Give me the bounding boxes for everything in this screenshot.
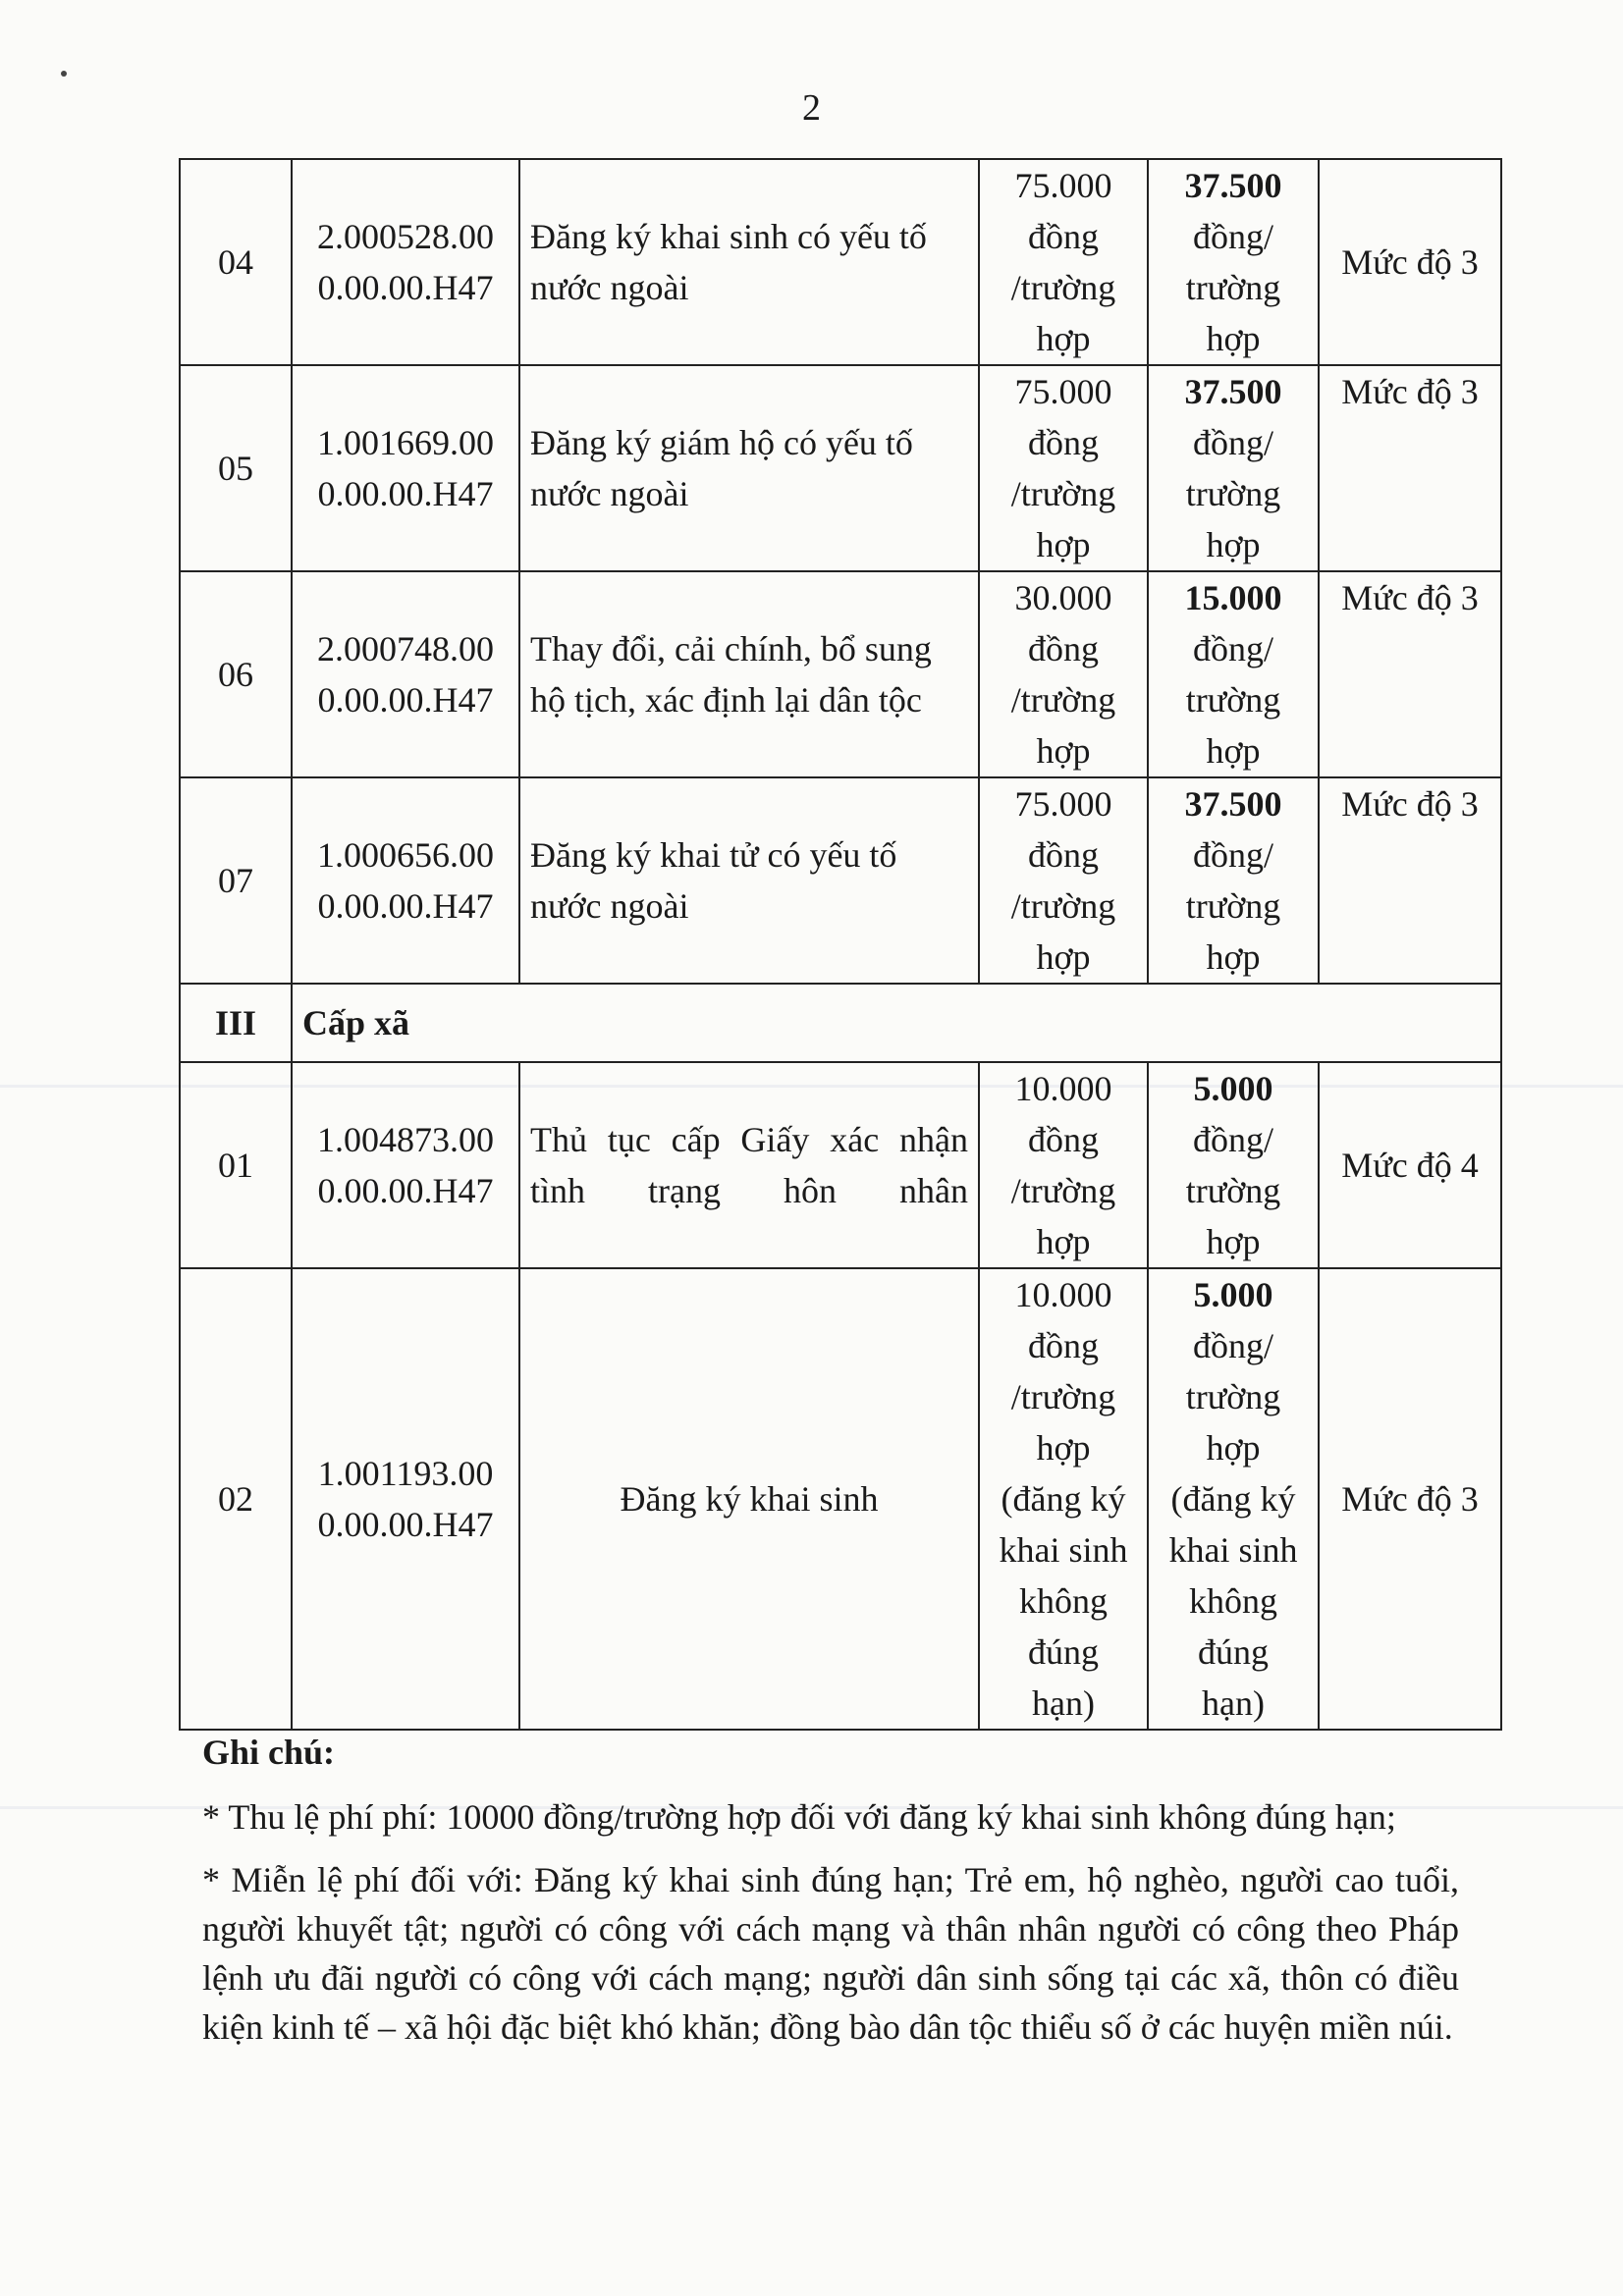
reduced-fee-amount: 5.000 đồng/ trường hợp (đăng ký khai sinh không đúng hạn) — [1148, 1268, 1319, 1730]
table-row — [180, 1062, 1501, 1268]
section-number: III — [180, 984, 292, 1062]
table-row — [180, 365, 1501, 571]
row-number: 04 — [180, 159, 292, 365]
service-level: Mức độ 3 — [1319, 365, 1501, 571]
procedure-code: 2.000748.00 0.00.00.H47 — [292, 571, 519, 777]
section-header-row — [180, 984, 1501, 1062]
procedure-name: Thay đổi, cải chính, bổ sung hộ tịch, xác định lại dân tộc — [519, 571, 979, 777]
row-number: 02 — [180, 1268, 292, 1730]
row-number: 07 — [180, 777, 292, 984]
note-item: * Miễn lệ phí đối với: Đăng ký khai sinh đúng hạn; Trẻ em, hộ nghèo, người cao tuổi, người khuyết tật; người có công với cách mạng và thân nhân người có công theo Pháp lệnh ưu đãi người có công với cách mạng; người dân sinh sống tại các xã, thôn có điều kiện kinh tế – xã hội đặc biệt khó khăn; đồng bào dân tộc thiểu số ở các huyện miền núi. — [202, 1860, 1459, 2047]
procedure-code: 2.000528.00 0.00.00.H47 — [292, 159, 519, 365]
fee-amount: 75.000 đồng /trường hợp — [979, 159, 1148, 365]
reduced-fee-amount: 37.500 đồng/ trường hợp — [1148, 777, 1319, 984]
fee-amount: 10.000 đồng /trường hợp — [979, 1062, 1148, 1268]
table-row — [180, 159, 1501, 365]
fee-amount: 75.000 đồng /trường hợp — [979, 777, 1148, 984]
fee-table — [179, 158, 1502, 1731]
procedure-code: 1.000656.00 0.00.00.H47 — [292, 777, 519, 984]
fee-amount: 10.000 đồng /trường hợp (đăng ký khai sinh không đúng hạn) — [979, 1268, 1148, 1730]
reduced-fee-amount: 5.000 đồng/ trường hợp — [1148, 1062, 1319, 1268]
fee-amount: 75.000 đồng /trường hợp — [979, 365, 1148, 571]
reduced-fee-amount: 15.000 đồng/ trường hợp — [1148, 571, 1319, 777]
row-number: 06 — [180, 571, 292, 777]
notes-section — [202, 1728, 1459, 2065]
notes-title: Ghi chú: — [202, 1733, 336, 1772]
reduced-fee-amount: 37.500 đồng/ trường hợp — [1148, 159, 1319, 365]
section-title: Cấp xã — [292, 984, 1501, 1062]
procedure-code: 1.001193.00 0.00.00.H47 — [292, 1268, 519, 1730]
service-level: Mức độ 3 — [1319, 571, 1501, 777]
reduced-fee-amount: 37.500 đồng/ trường hợp — [1148, 365, 1319, 571]
procedure-name: Đăng ký khai sinh có yếu tố nước ngoài — [519, 159, 979, 365]
scan-speck — [61, 71, 67, 77]
service-level: Mức độ 3 — [1319, 777, 1501, 984]
service-level: Mức độ 3 — [1319, 159, 1501, 365]
table-row — [180, 571, 1501, 777]
procedure-name: Thủ tục cấp Giấy xác nhận tình trạng hôn nhân — [519, 1062, 979, 1268]
row-number: 05 — [180, 365, 292, 571]
fee-amount: 30.000 đồng /trường hợp — [979, 571, 1148, 777]
service-level: Mức độ 4 — [1319, 1062, 1501, 1268]
service-level: Mức độ 3 — [1319, 1268, 1501, 1730]
table-row — [180, 777, 1501, 984]
procedure-name: Đăng ký khai tử có yếu tố nước ngoài — [519, 777, 979, 984]
table-row — [180, 1268, 1501, 1730]
procedure-code: 1.001669.00 0.00.00.H47 — [292, 365, 519, 571]
procedure-name: Đăng ký giám hộ có yếu tố nước ngoài — [519, 365, 979, 571]
row-number: 01 — [180, 1062, 292, 1268]
procedure-name: Đăng ký khai sinh — [519, 1268, 979, 1730]
note-item: * Thu lệ phí phí: 10000 đồng/trường hợp đối với đăng ký khai sinh không đúng hạn; — [202, 1797, 1396, 1837]
procedure-code: 1.004873.00 0.00.00.H47 — [292, 1062, 519, 1268]
page-number: 2 — [802, 87, 821, 129]
